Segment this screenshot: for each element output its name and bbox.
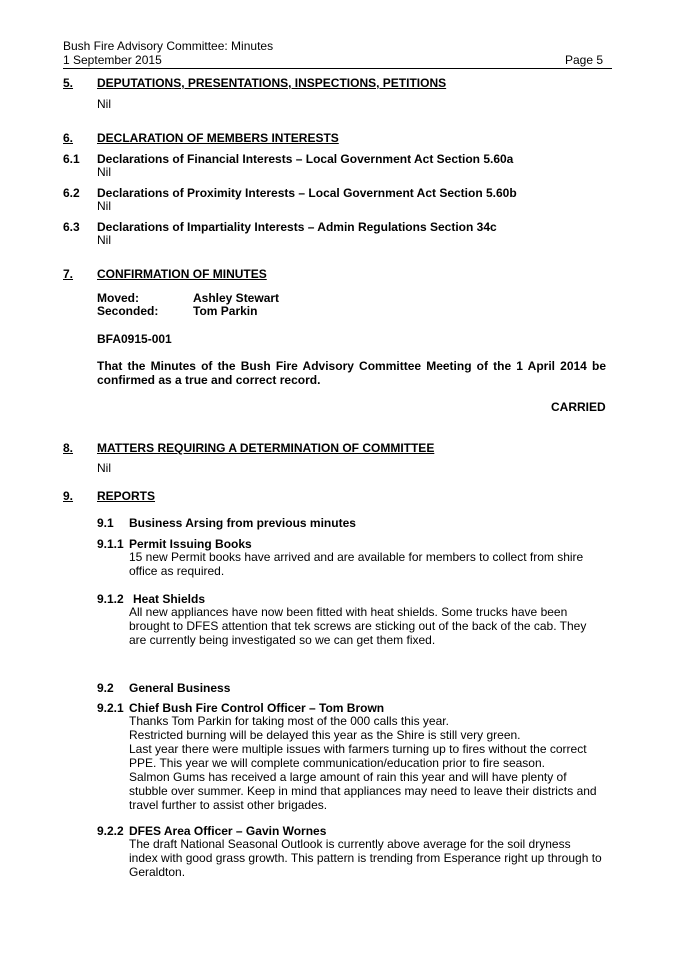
item-9-2-2-title: DFES Area Officer – Gavin Wornes [129, 824, 327, 838]
item-6-1-body: Nil [97, 165, 111, 179]
item-9-2-1-title: Chief Bush Fire Control Officer – Tom Brown [129, 701, 385, 715]
text-line: travel further to assist other brigades. [129, 798, 328, 812]
text-line: Thanks Tom Parkin for taking most of the 000 calls this year. [129, 714, 449, 728]
subsection-9-2-title: General Business [129, 681, 231, 695]
text-line: brought to DFES attention that tek screws are sticking out of the back of the cab. They [129, 619, 587, 633]
section-5-body: Nil [97, 97, 111, 111]
item-6-1-title: Declarations of Financial Interests – Local Government Act Section 5.60a [97, 152, 514, 166]
meeting-date: 1 September 2015 [63, 53, 162, 67]
resolution-line-2: confirmed as a true and correct record. [97, 373, 321, 387]
section-8-title: MATTERS REQUIRING A DETERMINATION OF COMMITTEE [97, 441, 435, 455]
item-9-1-2-body [129, 605, 586, 647]
text-line: The draft National Seasonal Outlook is currently above average for the soil dryness [129, 837, 571, 851]
item-9-1-2-title: Heat Shields [133, 592, 206, 606]
text-line: PPE. This year we will complete communication/education prior to fire season. [129, 756, 545, 770]
subsection-9-2-number: 9.2 [97, 681, 114, 695]
section-7-title: CONFIRMATION OF MINUTES [97, 267, 267, 281]
item-9-1-1-title: Permit Issuing Books [129, 537, 252, 551]
text-line: office as required. [129, 564, 225, 578]
moved-label: Moved: [97, 291, 139, 305]
section-8-number: 8. [63, 441, 74, 455]
section-5-title: DEPUTATIONS, PRESENTATIONS, INSPECTIONS, PETITIONS [97, 76, 447, 90]
item-9-1-1-number: 9.1.1 [97, 537, 124, 551]
item-6-1-number: 6.1 [63, 152, 80, 166]
item-6-2-number: 6.2 [63, 186, 80, 200]
header-rule [63, 68, 612, 69]
text-line: Last year there were multiple issues with farmers turning up to fires without the correct [129, 742, 587, 756]
text-line: 15 new Permit books have arrived and are available for members to collect from shire [129, 550, 584, 564]
subsection-9-1-number: 9.1 [97, 516, 114, 530]
section-8-body: Nil [97, 461, 111, 475]
section-6-number: 6. [63, 131, 74, 145]
moved-value: Ashley Stewart [193, 291, 280, 305]
seconded-label: Seconded: [97, 304, 159, 318]
subsection-9-1-title: Business Arsing from previous minutes [129, 516, 356, 530]
document-title: Bush Fire Advisory Committee: Minutes [63, 39, 274, 53]
item-6-3-title: Declarations of Impartiality Interests – Admin Regulations Section 34c [97, 220, 497, 234]
text-line: Salmon Gums has received a large amount of rain this year and will have plenty of [129, 770, 567, 784]
item-9-1-2-number: 9.1.2 [97, 592, 124, 606]
resolution-line-1: That the Minutes of the Bush Fire Advisory Committee Meeting of the 1 April 2014 be [97, 359, 606, 373]
text-line: All new appliances have now been fitted with heat shields. Some trucks have been [129, 605, 568, 619]
section-6-title: DECLARATION OF MEMBERS INTERESTS [97, 131, 339, 145]
text-line: Geraldton. [129, 865, 186, 879]
item-9-2-2-number: 9.2.2 [97, 824, 124, 838]
carried-status: CARRIED [551, 400, 606, 414]
resolution-id: BFA0915-001 [97, 332, 172, 346]
item-9-2-1-number: 9.2.1 [97, 701, 124, 715]
text-line: stubble over summer. Keep in mind that appliances may need to leave their districts and [129, 784, 597, 798]
text-line: are currently being investigated so we can get them fixed. [129, 633, 436, 647]
item-9-1-1-body [129, 550, 583, 578]
item-6-3-body: Nil [97, 233, 111, 247]
item-6-3-number: 6.3 [63, 220, 80, 234]
item-6-2-title: Declarations of Proximity Interests – Local Government Act Section 5.60b [97, 186, 517, 200]
section-9-title: REPORTS [97, 489, 156, 503]
item-9-2-2-body [129, 837, 602, 879]
text-line: index with good grass growth. This pattern is trending from Esperance right up through to [129, 851, 602, 865]
page-number: Page 5 [565, 53, 604, 67]
text-line: Restricted burning will be delayed this year as the Shire is still very green. [129, 728, 521, 742]
section-9-number: 9. [63, 489, 74, 503]
section-7-number: 7. [63, 267, 74, 281]
item-9-2-1-body [129, 714, 597, 812]
seconded-value: Tom Parkin [193, 304, 258, 318]
section-5-number: 5. [63, 76, 74, 90]
item-6-2-body: Nil [97, 199, 111, 213]
